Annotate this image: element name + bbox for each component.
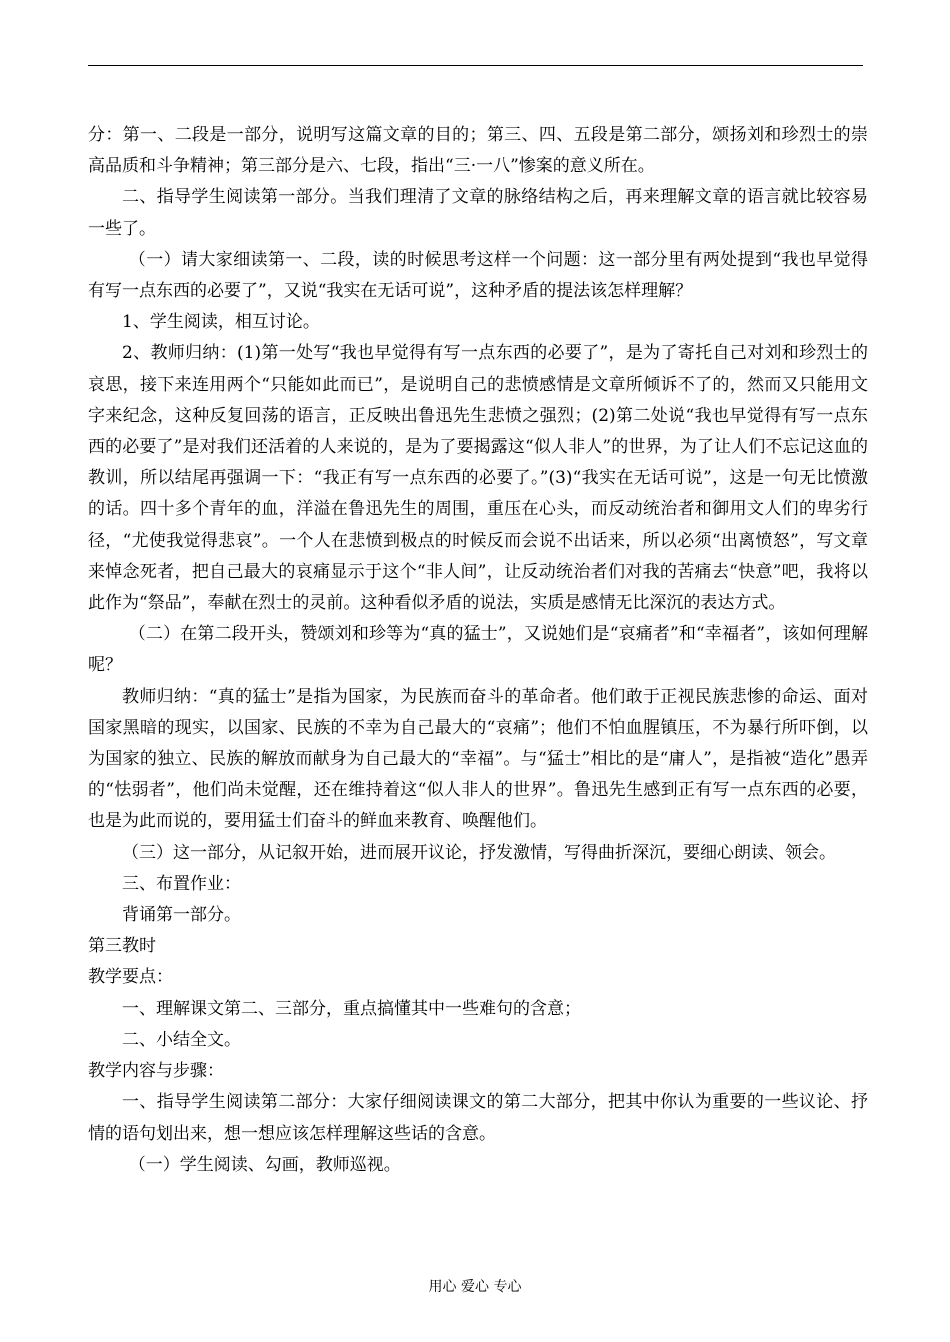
- paragraph: 2、教师归纳：(1)第一处写“我也早觉得有写一点东西的必要了”，是为了寄托自己对刘和珍烈士的哀思，接下来连用两个“只能如此而已”，是说明自己的悲愤感情是文章所倾诉不了的，然而又只能用文字来纪念，这种反复回荡的语言，正反映出鲁迅先生悲愤之强烈；(2)第二处说“我也早觉得有写一点东西的必要了”是对我们还活着的人来说的，是为了要揭露这“似人非人”的世界，为了让人们不忘记这血的教训，所以结尾再强调一下：“我正有写一点东西的必要了。”(3)“我实在无话可说”，这是一句无比愤激的话。四十多个青年的血，洋溢在鲁迅先生的周围，重压在心头，而反动统治者和御用文人们的卑劣行径，“尤使我觉得悲哀”。一个人在悲愤到极点的时候反而会说不出话来，所以必须“出离愤怒”，写文章来悼念死者，把自己最大的哀痛显示于这个“非人间”，让反动统治者们对我的苦痛去“快意”吧，我将以此作为“祭品”，奉献在烈士的灵前。这种看似矛盾的说法，实质是感情无比深沉的表达方式。: [88, 343, 868, 614]
- page-footer: 用心 爱心 专心: [428, 1279, 522, 1295]
- paragraph: 1、学生阅读，相互讨论。: [122, 312, 320, 333]
- paragraph: 一、指导学生阅读第二部分：大家仔细阅读课文的第二大部分，把其中你认为重要的一些议论、抒情的语句划出来，想一想应该怎样理解这些话的含意。: [88, 1092, 868, 1144]
- section-heading: 第三教时: [88, 936, 156, 957]
- section-heading: 教学要点：: [88, 967, 173, 988]
- paragraph: 三、布置作业：: [122, 873, 241, 894]
- document-body: [88, 120, 868, 1181]
- paragraph: 二、指导学生阅读第一部分。当我们理清了文章的脉络结构之后，再来理解文章的语言就比较容易一些了。: [88, 187, 868, 239]
- paragraph: （三）这一部分，从记叙开始，进而展开议论，抒发激情，写得曲折深沉，要细心朗读、领会。: [122, 842, 836, 863]
- paragraph: （一）请大家细读第一、二段，读的时候思考这样一个问题：这一部分里有两处提到“我也早觉得有写一点东西的必要了”，又说“我实在无话可说”，这种矛盾的提法该怎样理解？: [88, 249, 868, 302]
- paragraph: 背诵第一部分。: [122, 905, 241, 926]
- paragraph: （一）学生阅读、勾画，教师巡视。: [128, 1154, 401, 1175]
- paragraph: （二）在第二段开头，赞颂刘和珍等为“真的猛士”，又说她们是“哀痛者”和“幸福者”，该如何理解呢？: [88, 624, 868, 676]
- paragraph: 二、小结全文。: [122, 1029, 241, 1050]
- section-heading: 教学内容与步骤：: [88, 1061, 224, 1082]
- paragraph: 分：第一、二段是一部分，说明写这篇文章的目的；第三、四、五段是第二部分，颂扬刘和珍烈士的崇高品质和斗争精神；第三部分是六、七段，指出“三·一八”惨案的意义所在。: [88, 125, 868, 177]
- header-rule: [88, 65, 863, 66]
- paragraph: 教师归纳：“真的猛士”是指为国家，为民族而奋斗的革命者。他们敢于正视民族悲惨的命运、面对国家黑暗的现实，以国家、民族的不幸为自己最大的“哀痛”；他们不怕血腥镇压，不为暴行所吓倒，以为国家的独立、民族的解放而献身为自己最大的“幸福”。与“猛士”相比的是“庸人”，是指被“造化”愚弄的“怯弱者”，他们尚未觉醒，还在维持着这“似人非人的世界”。鲁迅先生感到正有写一点东西的必要，也是为此而说的，要用猛士们奋斗的鲜血来教育、唤醒他们。: [88, 686, 868, 832]
- paragraph: 一、理解课文第二、三部分，重点搞懂其中一些难句的含意；: [122, 998, 581, 1019]
